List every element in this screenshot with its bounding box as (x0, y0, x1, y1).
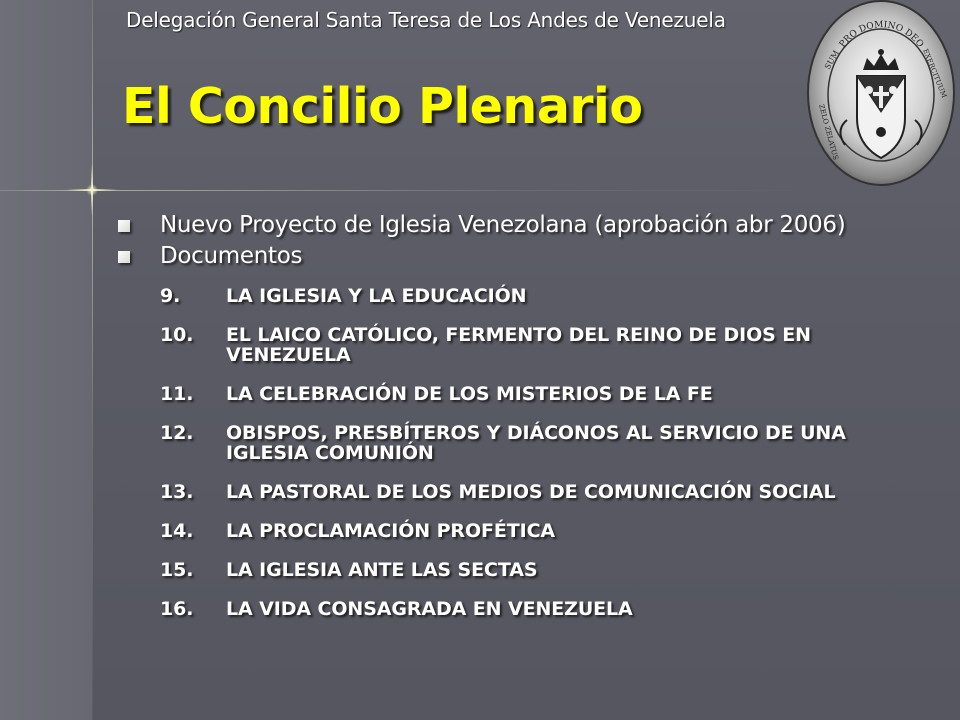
document-title: LA PROCLAMACIÓN PROFÉTICA (226, 520, 556, 542)
horizontal-divider-line (0, 190, 830, 191)
document-item (160, 325, 910, 365)
slide-title: El Concilio Plenario (122, 78, 643, 135)
svg-text:PRO DOMINO DEO: PRO DOMINO DEO (837, 20, 926, 50)
document-item (160, 286, 910, 306)
document-title: LA CELEBRACIÓN DE LOS MISTERIOS DE LA FE (226, 383, 713, 405)
seal-motto-right: EXERCITUUM (921, 47, 949, 100)
vertical-divider-line (92, 0, 93, 720)
document-title: EL LAICO CATÓLICO, FERMENTO DEL REINO DE DIOS EN VENEZUELA (226, 324, 811, 366)
document-number: 9. (160, 285, 181, 307)
carmelite-seal-icon (805, 0, 958, 188)
documents-list (160, 286, 910, 638)
document-number: 15. (160, 559, 194, 581)
document-item (160, 560, 910, 580)
document-number: 10. (160, 324, 194, 346)
document-title: LA PASTORAL DE LOS MEDIOS DE COMUNICACIÓN SOCIAL (226, 481, 836, 503)
organization-name: Delegación General Santa Teresa de Los Andes de Venezuela (126, 8, 726, 32)
bullet-square-icon (118, 220, 130, 232)
document-title: LA VIDA CONSAGRADA EN VENEZUELA (226, 598, 633, 620)
document-number: 13. (160, 481, 194, 503)
document-item (160, 599, 910, 619)
document-title: LA IGLESIA Y LA EDUCACIÓN (226, 285, 527, 307)
document-number: 14. (160, 520, 194, 542)
bullet-square-icon (118, 251, 130, 263)
document-title: OBISPOS, PRESBÍTEROS Y DIÁCONOS AL SERVICIO DE UNA IGLESIA COMUNIÓN (226, 422, 846, 464)
document-number: 11. (160, 383, 194, 405)
document-title: LA IGLESIA ANTE LAS SECTAS (226, 559, 538, 581)
document-item (160, 482, 910, 502)
seal-motto-bottom: ZELO ZELATUS (817, 103, 840, 161)
left-accent-band (0, 0, 92, 720)
document-number: 12. (160, 422, 194, 444)
seal-motto-left: SUM (822, 48, 841, 71)
bullet-text: Nuevo Proyecto de Iglesia Venezolana (aprobación abr 2006) (160, 212, 846, 238)
bullet-item (118, 210, 845, 241)
document-number: 16. (160, 598, 194, 620)
document-item (160, 384, 910, 404)
document-item (160, 521, 910, 541)
bullet-text: Documentos (160, 243, 303, 269)
bullet-list (118, 210, 845, 272)
bullet-item (118, 241, 845, 272)
document-item (160, 423, 910, 463)
